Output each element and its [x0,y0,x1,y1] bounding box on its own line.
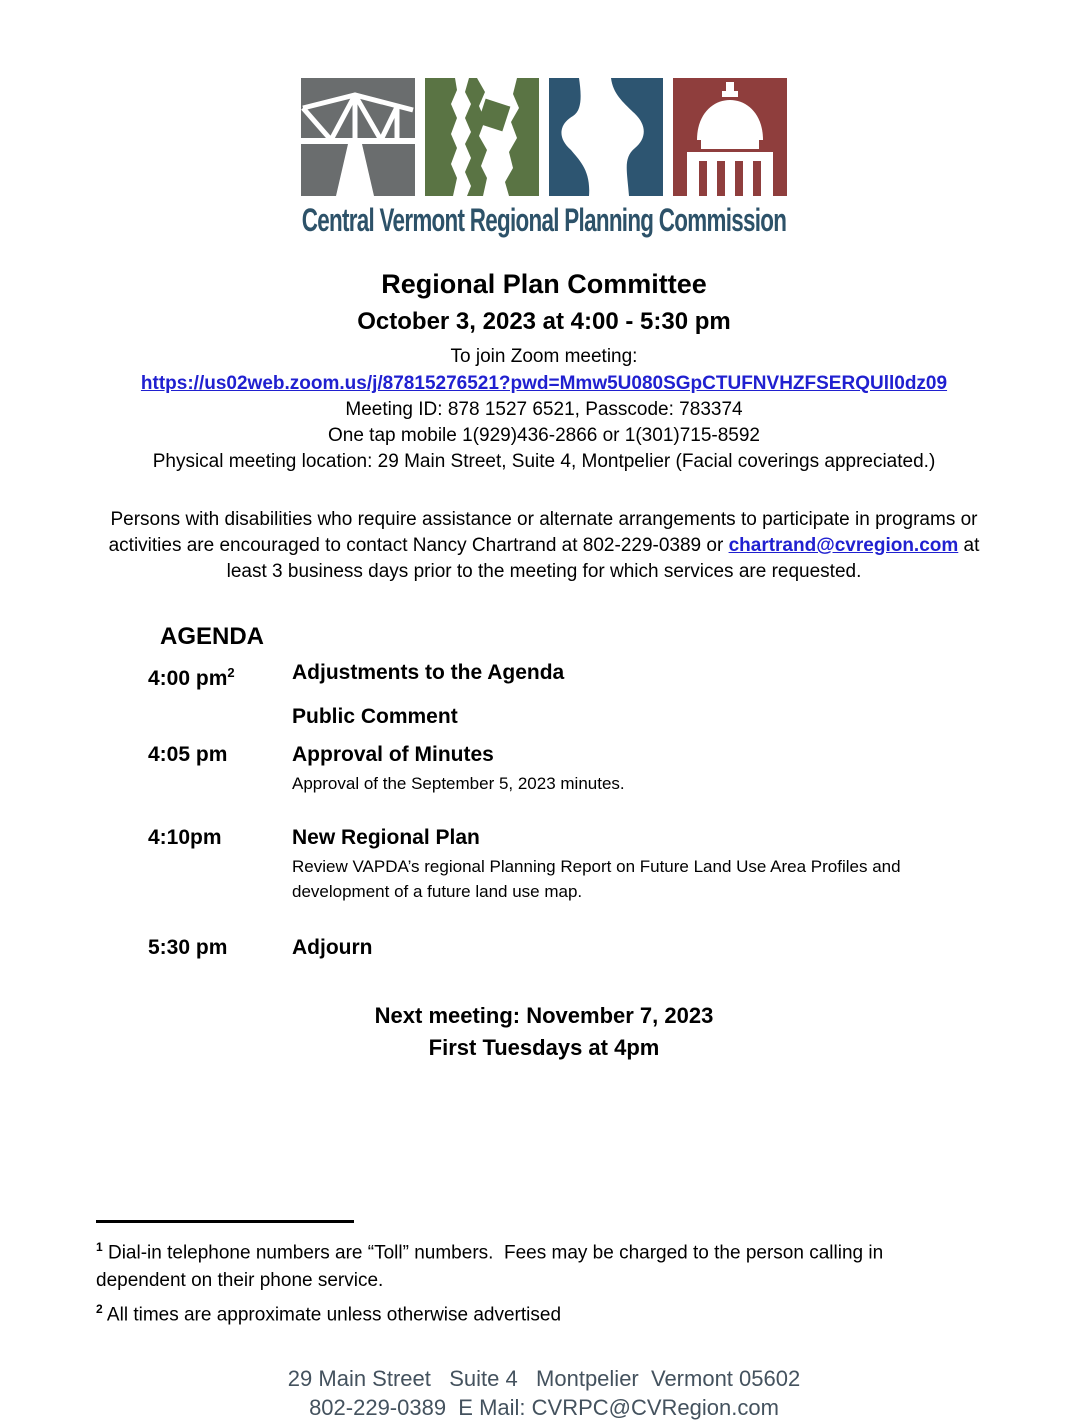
page-title: Regional Plan Committee [381,269,707,299]
footnote-separator [96,1220,354,1223]
agenda-item-title: New Regional Plan [292,826,480,849]
next-meeting-date: Next meeting: November 7, 2023 [374,1003,714,1028]
footnote-1: $^1$ Dial-in telephone numbers are “Toll” numbers. Fees may be charged to the person calling in dependent on their phone service. [96,1240,889,1292]
agenda-item [148,703,998,731]
contact-email-link[interactable]: chartrand@cvregion.com [728,535,959,556]
agenda-time: 4:05 pm [148,743,228,766]
location-line: Physical meeting location: 29 Main Street, Suite 4, Montpelier (Facial coverings appreciated.) [152,451,936,472]
footer-contact: 802-229-0389 E Mail: CVRPC@CVRegion.com [309,1394,779,1420]
agenda-item [148,659,998,693]
footnotes [96,1220,926,1330]
accessibility-text-after: at least 3 business days prior to the meeting for which services are requested. [226,535,980,582]
footnote-ref: 2 [227,665,235,680]
meeting-datetime: October 3, 2023 at 4:00 - 5:30 pm [357,308,731,335]
zoom-intro: To join Zoom meeting: [450,346,638,367]
org-name: Central Vermont Regional Planning Commission [301,202,787,238]
capitol-dome-icon [673,78,787,196]
agenda-time: 4:10pm [148,826,222,849]
agenda-time: 5:30 pm [148,936,228,959]
logo [0,0,1088,239]
accessibility-text-before: Persons with disabilities who require assistance or alternate arrangements to participate in programs or activities are encouraged to contact Nancy Chartrand at 802-229-0389 or [108,509,978,556]
agenda-time [148,703,292,731]
river-icon [549,78,663,196]
footnote-marker: 2 [96,1302,103,1317]
next-meeting-notice [0,1000,1088,1064]
one-tap-line: One tap mobile 1(929)436-2866 or 1(301)715-8592 [327,425,761,446]
agenda-item-title: Adjustments to the Agenda [292,661,565,684]
accessibility-notice [89,507,999,585]
logo-tiles [0,78,1088,196]
zoom-link-line [0,371,1088,397]
agenda-item [148,934,998,962]
vermont-map-icon [425,78,539,196]
document-footer [0,1364,1088,1422]
agenda-item-description: Review VAPDA’s regional Planning Report on Future Land Use Area Profiles and development of a future land use map. [292,857,901,901]
meeting-id-line: Meeting ID: 878 1527 6521, Passcode: 783374 [345,399,743,420]
agenda-item [148,741,998,796]
footnote-2: $^2$ All times are approximate unless otherwise advertised [96,1302,562,1326]
agenda-item-title: Adjourn [292,936,373,959]
next-meeting-schedule: First Tuesdays at 4pm [428,1035,660,1060]
agenda-item-title: Approval of Minutes [292,743,494,766]
agenda-section [0,623,1088,962]
bridge-icon [301,78,415,196]
footnote-marker: 1 [96,1240,103,1254]
agenda-time: 4:00 $pm^2$ [148,665,235,690]
zoom-meeting-link[interactable]: https://us02web.zoom.us/j/87815276521?pwd=Mmw5U080SGpCTUFNVHZFSERQUll0dz09 [140,373,948,394]
agenda-item-title: Public Comment [292,705,458,728]
agenda-heading: AGENDA [160,623,265,650]
agenda-item [148,824,998,904]
agenda-item-description: Approval of the September 5, 2023 minutes. [292,774,625,793]
footer-address: 29 Main Street Suite 4 Montpelier Vermont 05602 [287,1365,801,1391]
